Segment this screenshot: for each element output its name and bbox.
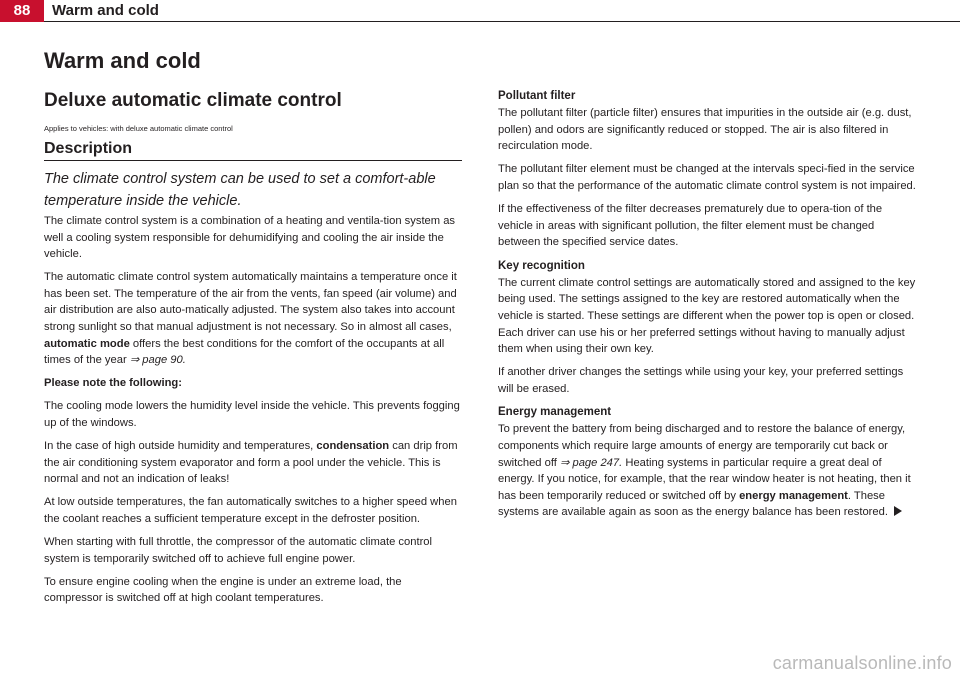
note-heading: Please note the following: [44,377,182,390]
paragraph-text: offers the best conditions for the comfort of the occupants at all times of the year [44,337,445,367]
description-heading: Description [44,140,462,161]
paragraph-text: To prevent the battery from being discharged and to restore the balance of energy, components which require large amounts of energy are temporarily cut back or switched off [498,423,906,469]
running-title: Warm and cold [52,2,159,19]
applies-to-note: Applies to vehicles: with deluxe automatic climate control [44,124,233,133]
pollutant-paragraph: The pollutant filter (particle filter) ensures that impurities in the outside air (e.g. dust, pollen) and odors are significantly reduced or stopped. The air is also filtered in recirculation mode. [498,107,912,153]
description-paragraph: The cooling mode lowers the humidity level inside the vehicle. This prevents fogging up of the windows. [44,400,460,430]
description-paragraph: To ensure engine cooling when the engine is under an extreme load, the compressor is switched off at high coolant temperatures. [44,575,402,605]
paragraph-text: Heating systems in particular require a great deal of energy. If you notice, for example, that the rear window heater is not heating, then it has been temporarily reduced or switched off by [498,456,911,502]
automatic-mode-term: automatic mode [44,337,130,350]
pollutant-paragraph: The pollutant filter element must be changed at the intervals speci-fied in the service plan so that the performance of the automatic climate control system is not impaired. [498,163,916,192]
pollutant-paragraph: If the effectiveness of the filter decreases prematurely due to opera-tion of the vehicle in areas with significant pollution, the filter element must be changed between the specified service dates. [498,202,883,249]
energy-management-term: energy management [739,489,848,502]
description-paragraph [44,269,462,369]
description-lead: The climate control system can be used to set a comfort-able temperature inside the vehicle. [44,171,436,209]
condensation-term: condensation [316,440,390,453]
paragraph-text: . These systems are available again as soon as the energy balance has been restored. [498,489,888,519]
page-number: 88 [0,0,44,22]
watermark: carmanualsonline.info [772,653,952,673]
subsection-title: Deluxe automatic climate control [44,90,342,111]
continue-arrow-icon [894,506,902,516]
key-paragraph: The current climate control settings are automatically stored and assigned to the key being used. The settings assigned to the key are restored automatically when the vehicle is started. These settings are different when the power top is open or closed. Each driver can use his or her preferred settings without having to manually adjust them when using their own key. [498,276,916,356]
page-reference-link[interactable]: ⇒ page 247. [559,456,623,469]
header-rule [44,21,960,22]
section-title: Warm and cold [44,48,201,73]
description-paragraph: When starting with full throttle, the compressor of the automatic climate control system is temporarily switched off to achieve full engine power. [44,536,433,565]
energy-paragraph [498,421,918,521]
key-recognition-heading: Key recognition [498,259,585,272]
page-reference-link[interactable]: ⇒ page 90. [129,354,186,367]
energy-management-heading: Energy management [498,406,612,419]
description-paragraph: The climate control system is a combination of a heating and ventila-tion system as well a cooling system responsible for dehumidifying and cooling the air inside the vehicle. [44,215,456,261]
paragraph-text: can drip from the air conditioning system evaporator and form a pool under the vehicle. This is normal and not an indication of leaks! [44,440,458,486]
key-paragraph: If another driver changes the settings while using your key, your preferred settings will be erased. [498,366,904,395]
description-paragraph: At low outside temperatures, the fan automatically switches to a higher speed when the coolant reaches a sufficient temperature except in the defroster position. [44,496,457,525]
paragraph-text: The automatic climate control system automatically maintains a temperature once it has been set. The temperature of the air from the vents, fan speed (air volume) and air distribution are also auto-matically adjusted. The system also takes into account strong sunlight so that manual adjustment is not necessary. So in almost all cases, [44,271,457,334]
description-paragraph [44,438,462,488]
paragraph-text: In the case of high outside humidity and temperatures, [44,440,317,453]
pollutant-filter-heading: Pollutant filter [498,90,576,102]
right-column [498,90,918,527]
page-header [0,0,960,24]
left-column [44,213,462,613]
